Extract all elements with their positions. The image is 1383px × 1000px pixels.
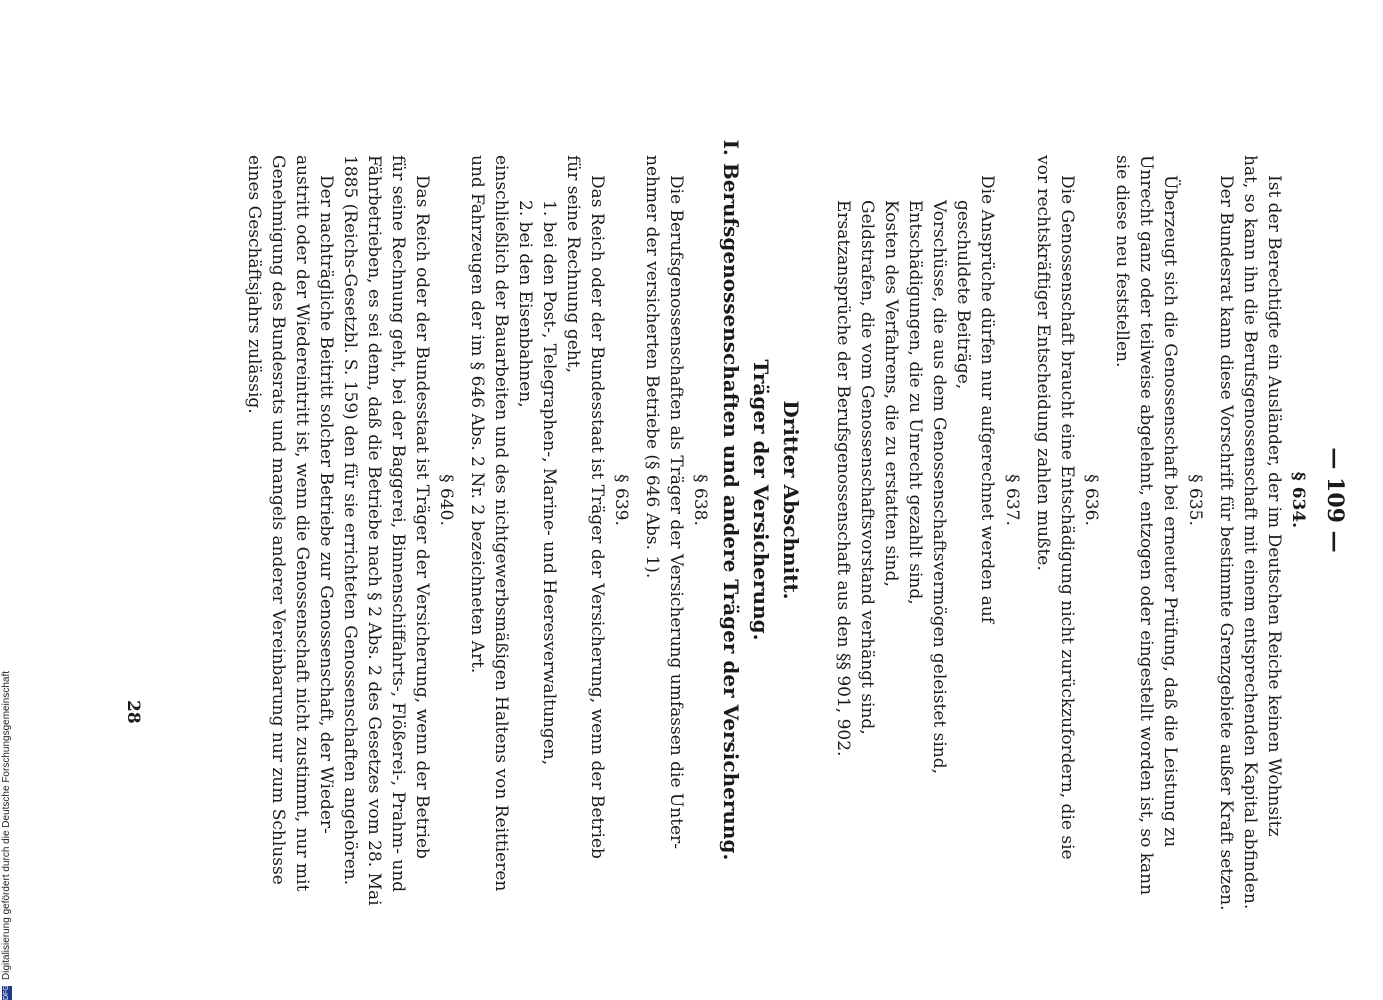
section-heading-637: § 637. (1002, 474, 1022, 526)
section-heading-640: § 640. (436, 474, 456, 526)
chapter-subtitle: Träger der Versicherung. (749, 359, 773, 641)
text-line: einschließlich der Bauarbeiten und des nichtgewerbsmäßigen Haltens von Reittieren (491, 155, 511, 892)
chapter-title: Dritter Abschnitt. (779, 400, 803, 600)
text-line: 1885 (Reichs-Gesetzbl. S. 159) den für sie errichteten Genossenschaften angehören. (340, 155, 360, 886)
list-item: Kosten des Verfahrens, die zu erstatten sind, (881, 200, 901, 587)
text-line: Unrecht ganz oder teilweise abgelehnt, entzogen oder eingestellt worden ist, so kann (1136, 155, 1156, 896)
text-line: austritt oder der Wiedereintritt ist, wenn die Genossenschaft nicht zustimmt, nur mit (292, 155, 312, 892)
footer-text: Digitalisierung gefördert durch die Deutsche Forschungsgemeinschaft (1, 670, 12, 980)
section-heading-634: § 634. (1288, 471, 1308, 529)
text-line: Das Reich oder der Bundesstaat ist Träger der Versicherung, wenn der Betrieb (412, 175, 432, 859)
section-heading-636: § 636. (1081, 474, 1101, 526)
text-line: Der Bundesrat kann diese Vorschrift für bestimmte Grenzgebiete außer Kraft setzen. (1216, 175, 1236, 911)
text-line: Genehmigung des Bundesrats und mangels anderer Vereinbarung nur zum Schlusse (268, 155, 288, 885)
section-heading-638: § 638. (690, 474, 710, 526)
part-heading: I. Berufsgenossenschaften und andere Träger der Versicherung. (719, 139, 743, 861)
list-item: 1. bei den Post-, Telegraphen-, Marine- und Heeresverwaltungen, (539, 200, 559, 766)
text-line: Der nachträgliche Beitritt solcher Betriebe zur Genossenschaft, der Wieder- (316, 175, 336, 834)
text-line: sie diese neu feststellen. (1112, 155, 1132, 368)
text-line: eines Geschäftsjahrs zulässig. (244, 155, 264, 414)
section-heading-639: § 639. (611, 474, 631, 526)
text-line: Überzeugt sich die Genossenschaft bei erneuter Prüfung, daß die Leistung zu (1160, 175, 1180, 848)
list-item: Geldstrafen, die vom Genossenschaftsvorstand verhängt sind, (857, 200, 877, 735)
text-line: für seine Rechnung geht, bei der Baggerei, Binnenschiffahrts-, Flößerei-, Prahm- und (388, 155, 408, 893)
page-number: — 109 — (1322, 447, 1348, 553)
digitization-footer (0, 0, 14, 1000)
text-line: Fährbetrieben, es sei denn, daß die Betriebe nach § 2 Abs. 2 des Gesetzes vom 28. Mai (364, 155, 384, 906)
text-line: Ist der Berechtigte ein Ausländer, der im Deutschen Reiche keinen Wohnsitz (1264, 175, 1284, 837)
dfg-logo: DFG (3, 985, 10, 1000)
text-line: nehmer der versicherten Betriebe (§ 646 Abs. 1). (642, 155, 662, 579)
signature-mark: 28 (123, 700, 143, 724)
text-line: und Fahrzeugen der im § 646 Abs. 2 Nr. 2 bezeichneten Art. (467, 155, 487, 674)
list-item: Ersatzansprüche der Berufsgenossenschaft aus den §§ 901, 902. (833, 200, 853, 757)
text-line: für seine Rechnung geht, (563, 155, 583, 373)
list-item: 2. bei den Eisenbahnen, (515, 200, 535, 408)
text-line: Die Berufsgenossenschaften als Träger der Versicherung umfassen die Unter- (666, 175, 686, 849)
text-line: hat, so kann ihn die Berufsgenossenschaft mit einem entsprechenden Kapital abfinden. (1240, 155, 1260, 910)
text-line: Die Genossenschaft braucht eine Entschädigung nicht zurückzufordern, die sie (1057, 175, 1077, 860)
list-item: geschuldete Beiträge, (953, 200, 973, 390)
section-heading-635: § 635. (1185, 474, 1205, 526)
text-line: vor rechtskräftiger Entscheidung zahlen mußte. (1033, 155, 1053, 571)
text-line: Die Ansprüche dürfen nur aufgerechnet werden auf (977, 175, 997, 624)
list-item: Vorschüsse, die aus dem Genossenschaftsvermögen geleistet sind, (929, 200, 949, 775)
list-item: Entschädigungen, die zu Unrecht gezahlt sind, (905, 200, 925, 605)
text-line: Das Reich oder der Bundesstaat ist Träger der Versicherung, wenn der Betrieb (587, 175, 607, 859)
